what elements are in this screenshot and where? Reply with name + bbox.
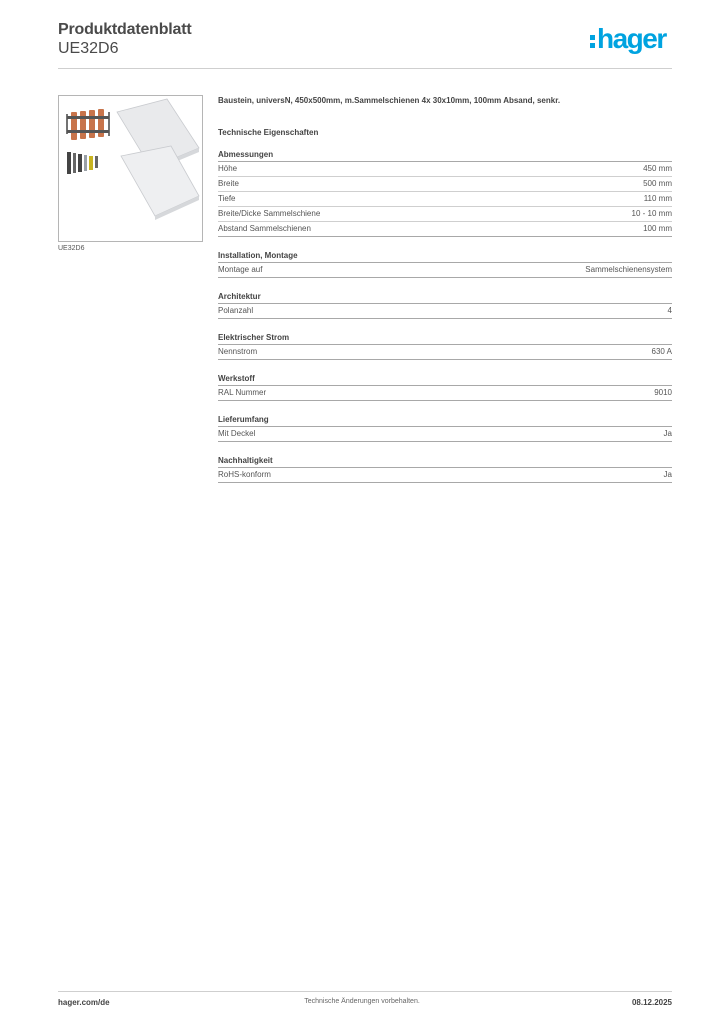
property-group (218, 150, 672, 237)
logo-text: hager (597, 23, 666, 54)
product-code: UE32D6 (58, 40, 119, 57)
footer-date: 08.12.2025 (631, 998, 672, 1007)
property-groups (218, 150, 672, 483)
product-details (218, 96, 672, 483)
property-row (218, 468, 672, 483)
hager-logo (590, 25, 672, 55)
property-label: Tiefe (218, 194, 236, 203)
logo-dots-icon (590, 32, 596, 52)
property-label: Höhe (218, 164, 238, 173)
group-title: Nachhaltigkeit (218, 456, 672, 468)
property-row (218, 162, 672, 177)
property-group (218, 251, 672, 278)
property-row (218, 345, 672, 360)
product-description: Baustein, universN, 450x500mm, m.Sammelschienen 4x 30x10mm, 100mm Absand, senkr. (218, 96, 561, 105)
group-title: Elektrischer Strom (218, 333, 672, 345)
property-row (218, 304, 672, 319)
property-value: 110 mm (643, 194, 672, 203)
section-heading: Technische Eigenschaften (218, 128, 319, 137)
property-label: RAL Nummer (218, 388, 267, 397)
property-value: 4 (667, 306, 672, 315)
property-group (218, 292, 672, 319)
property-row (218, 222, 672, 237)
property-label: Abstand Sammelschienen (218, 224, 311, 233)
group-title: Architektur (218, 292, 672, 304)
property-value: 10 - 10 mm (631, 209, 672, 218)
footer-divider (58, 991, 672, 992)
property-value: 450 mm (643, 164, 672, 173)
property-label: RoHS-konform (218, 470, 271, 479)
property-row (218, 177, 672, 192)
property-label: Mit Deckel (218, 429, 256, 438)
property-row (218, 386, 672, 401)
footer-notice: Technische Änderungen vorbehalten. (304, 998, 420, 1005)
property-value: Ja (663, 470, 672, 479)
group-title: Installation, Montage (218, 251, 672, 263)
property-label: Breite (218, 179, 239, 188)
group-title: Abmessungen (218, 150, 672, 162)
property-row (218, 427, 672, 442)
product-illustration (59, 96, 202, 241)
image-caption: UE32D6 (58, 245, 85, 252)
property-row (218, 207, 672, 222)
property-value: Ja (663, 429, 672, 438)
property-row (218, 263, 672, 278)
property-group (218, 333, 672, 360)
property-row (218, 192, 672, 207)
footer-website[interactable]: hager.com/de (58, 998, 110, 1007)
property-value: 500 mm (643, 179, 672, 188)
property-label: Montage auf (218, 265, 263, 274)
property-label: Breite/Dicke Sammelschiene (218, 209, 321, 218)
property-value: 630 A (651, 347, 672, 356)
page-title: Produktdatenblatt (58, 21, 192, 38)
property-group (218, 374, 672, 401)
property-group (218, 415, 672, 442)
property-label: Polanzahl (218, 306, 254, 315)
property-value: 9010 (654, 388, 672, 397)
property-value: 100 mm (643, 224, 672, 233)
product-image (58, 95, 203, 242)
header-divider (58, 68, 672, 69)
property-value: Sammelschienensystem (585, 265, 672, 274)
group-title: Werkstoff (218, 374, 672, 386)
property-label: Nennstrom (218, 347, 258, 356)
group-title: Lieferumfang (218, 415, 672, 427)
property-group (218, 456, 672, 483)
